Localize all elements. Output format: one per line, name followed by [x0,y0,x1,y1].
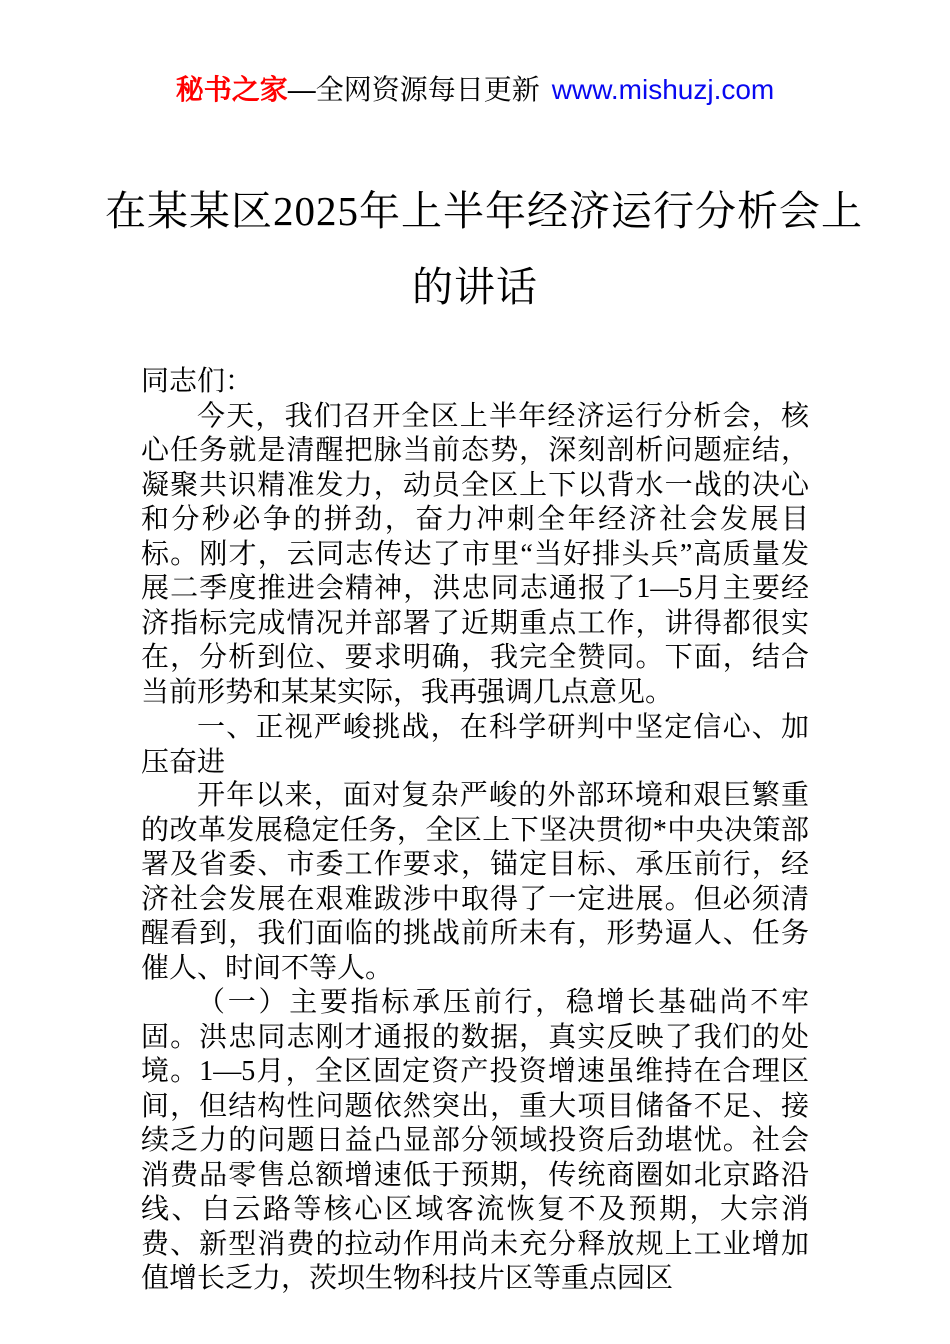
site-name-separator: — [287,74,316,105]
document-body [141,365,809,1297]
salutation: 同志们： [141,366,254,397]
site-url-link[interactable]: www.mishuzj.com [551,74,775,105]
document-title-line-1: 在某某区2025年上半年经济运行分析会上 [105,188,863,234]
site-tagline: 全网资源每日更新 [315,74,540,105]
paragraph-subsection-1: （一）主要指标承压前行，稳增长基础尚不牢固。洪忠同志刚才通报的数据，真实反映了我们的处境。1—5月，全区固定资产投资增速虽维持在合理区间，但结构性问题依然突出，重大项目储备不足、接续乏力的问题日益凸显部分领域投资后劲堪忧。社会消费品零售总额增速低于预期，传统商圈如北京路沿线、白云路等核心区域客流恢复不及预期，大宗消费、新型消费的拉动作用尚未充分释放规上工业增加值增长乏力，茨坝生物科技片区等重点园区 [141,987,809,1294]
document-title-line-2: 的讲话 [412,264,538,310]
paragraph-intro: 今天，我们召开全区上半年经济运行分析会，核心任务就是清醒把脉当前态势，深刻剖析问题症结，凝聚共识精准发力，动员全区上下以背水一战的决心和分秒必争的拼劲，奋力冲刺全年经济社会发展目标。刚才，云同志传达了市里“当好排头兵”高质量发展二季度推进会精神，洪忠同志通报了1—5月主要经济指标完成情况并部署了近期重点工作，讲得都很实在，分析到位、要求明确，我完全赞同。下面，结合当前形势和某某实际，我再强调几点意见。 [141,400,809,708]
document-title [105,173,863,325]
paragraph-section-1-lead: 开年以来，面对复杂严峻的外部环境和艰巨繁重的改革发展稳定任务，全区上下坚决贯彻*中央决策部署及省委、市委工作要求，锚定目标、承压前行，经济社会发展在艰难跋涉中取得了一定进展。但必须清醒看到，我们面临的挑战前所未有，形势逼人、任务催人、时间不等人。 [141,780,809,984]
section-heading-1: 一、正视严峻挑战，在科学研判中坚定信心、加压奋进 [141,711,809,777]
site-name: 秘书之家 [175,74,288,105]
site-header [0,0,950,107]
